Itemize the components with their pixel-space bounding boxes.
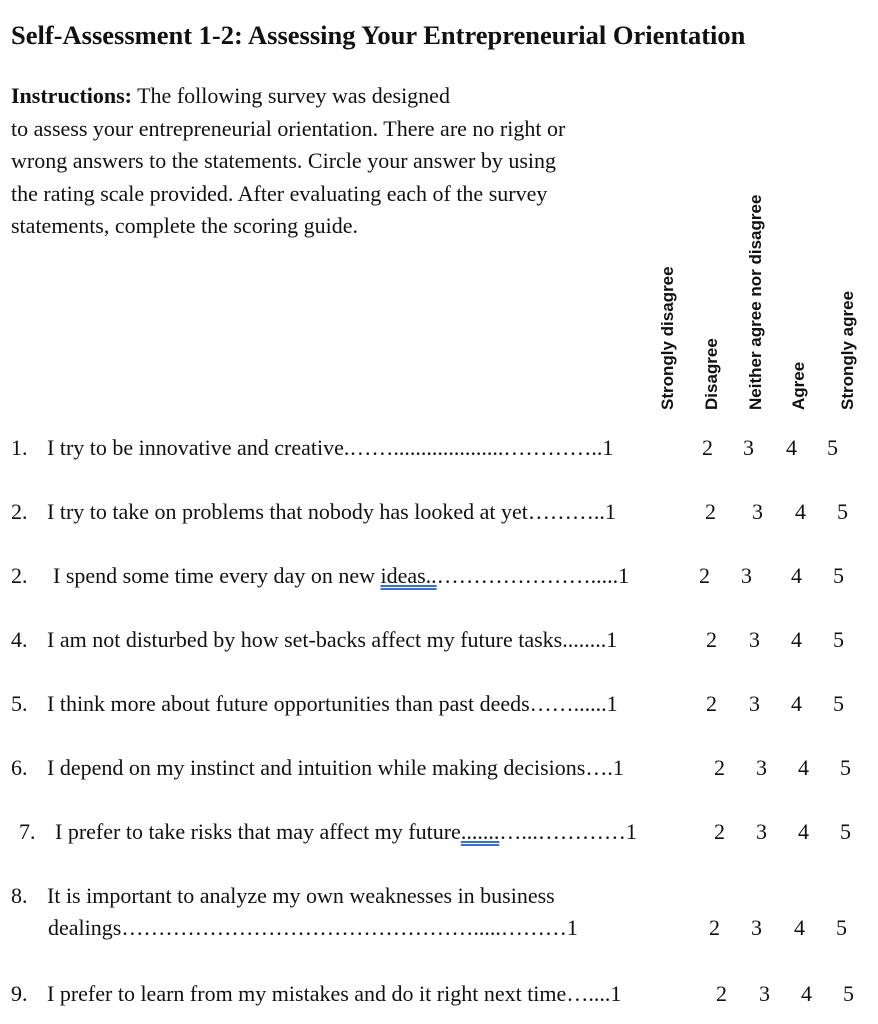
- survey-item-1: [11, 432, 613, 464]
- item-underlined-text: .......: [460, 819, 500, 844]
- item-leader-dots: …....: [566, 981, 611, 1006]
- item-number: 4.: [11, 627, 28, 652]
- instructions-paragraph: [11, 80, 651, 243]
- rating-5[interactable]: 5: [827, 435, 838, 460]
- item-number: 6.: [11, 755, 28, 780]
- survey-item-8: [11, 880, 555, 912]
- item-leader-dots: ........: [562, 627, 607, 652]
- rating-2[interactable]: 2: [702, 435, 713, 460]
- rating-4[interactable]: 4: [801, 981, 812, 1006]
- item-number: 2.: [11, 499, 28, 524]
- rating-2[interactable]: 2: [716, 981, 727, 1006]
- rating-5[interactable]: 5: [837, 499, 848, 524]
- instructions-text: The following survey was designed: [132, 83, 450, 108]
- rating-3[interactable]: 3: [751, 915, 762, 940]
- rating-1[interactable]: 1: [612, 755, 624, 780]
- rating-3[interactable]: 3: [752, 499, 763, 524]
- instructions-line-4: the rating scale provided. After evaluating each of the survey: [11, 180, 548, 206]
- rating-4[interactable]: 4: [791, 691, 802, 716]
- rating-1[interactable]: 1: [604, 499, 616, 524]
- item-number: 1.: [11, 435, 28, 460]
- rating-1[interactable]: 1: [618, 563, 630, 588]
- rating-1[interactable]: 1: [625, 819, 637, 844]
- rating-2[interactable]: 2: [706, 691, 717, 716]
- rating-5[interactable]: 5: [840, 755, 851, 780]
- rating-2[interactable]: 2: [714, 755, 725, 780]
- item-leader-dots: ……....................…………..: [349, 435, 603, 460]
- item-leader-dots: …...…………: [499, 819, 626, 844]
- item-number: 7.: [19, 819, 36, 844]
- item-leader-dots: ………………….....: [436, 563, 619, 588]
- scale-label-disagree: Disagree: [702, 338, 721, 410]
- item-text: I try to be innovative and creative.: [47, 435, 350, 460]
- rating-2[interactable]: 2: [705, 499, 716, 524]
- rating-1[interactable]: 1: [606, 691, 618, 716]
- item-text: I am not disturbed by how set-backs affect my future tasks: [47, 627, 563, 652]
- rating-3[interactable]: 3: [756, 755, 767, 780]
- rating-4[interactable]: 4: [798, 819, 809, 844]
- scale-label-strongly-agree: Strongly agree: [838, 290, 857, 410]
- item-text: It is important to analyze my own weaknesses in business: [47, 883, 555, 908]
- item-text: I spend some time every day on new: [53, 563, 381, 588]
- item-number: 5.: [11, 691, 28, 716]
- instructions-lead: Instructions:: [11, 83, 133, 108]
- instructions-line-5: statements, complete the scoring guide.: [11, 213, 359, 238]
- item-text: I prefer to take risks that may affect my future: [55, 819, 461, 844]
- item-text: I think more about future opportunities than past deeds: [47, 691, 530, 716]
- survey-item-8-continuation: [48, 912, 578, 944]
- rating-5[interactable]: 5: [836, 915, 847, 940]
- rating-1[interactable]: 1: [566, 915, 578, 940]
- survey-item-4: [11, 624, 617, 656]
- item-text: I prefer to learn from my mistakes and do it right next time: [47, 981, 567, 1006]
- rating-2[interactable]: 2: [699, 563, 710, 588]
- rating-4[interactable]: 4: [791, 627, 802, 652]
- item-text-continuation: dealings: [48, 915, 122, 940]
- rating-4[interactable]: 4: [794, 915, 805, 940]
- survey-item-2: [11, 496, 616, 528]
- rating-3[interactable]: 3: [756, 819, 767, 844]
- item-leader-dots: ………………………………………….....………: [121, 915, 567, 940]
- rating-4[interactable]: 4: [791, 563, 802, 588]
- rating-3[interactable]: 3: [743, 435, 754, 460]
- rating-4[interactable]: 4: [795, 499, 806, 524]
- rating-3[interactable]: 3: [759, 981, 770, 1006]
- instructions-line-3: wrong answers to the statements. Circle your answer by using: [11, 148, 556, 173]
- survey-item-7: [19, 816, 637, 848]
- item-number: 9.: [11, 981, 28, 1006]
- instructions-line-1: [11, 80, 651, 113]
- rating-5[interactable]: 5: [840, 819, 851, 844]
- scale-label-strongly-disagree: Strongly disagree: [658, 266, 677, 410]
- rating-1[interactable]: 1: [610, 981, 622, 1006]
- rating-2[interactable]: 2: [714, 819, 725, 844]
- page-title: Self-Assessment 1-2: Assessing Your Entrepreneurial Orientation: [11, 20, 746, 50]
- item-text: I depend on my instinct and intuition while making decisions: [47, 755, 586, 780]
- item-number: 8.: [11, 883, 28, 908]
- item-leader-dots: ….: [585, 755, 613, 780]
- item-leader-dots: ………..: [527, 499, 605, 524]
- rating-5[interactable]: 5: [833, 627, 844, 652]
- rating-3[interactable]: 3: [749, 627, 760, 652]
- item-leader-dots: ……......: [529, 691, 607, 716]
- rating-1[interactable]: 1: [606, 627, 618, 652]
- rating-2[interactable]: 2: [706, 627, 717, 652]
- scale-label-neither: Neither agree nor disagree: [746, 194, 765, 410]
- rating-3[interactable]: 3: [749, 691, 760, 716]
- rating-2[interactable]: 2: [709, 915, 720, 940]
- survey-item-9: [11, 978, 621, 1010]
- rating-3[interactable]: 3: [741, 563, 752, 588]
- rating-4[interactable]: 4: [798, 755, 809, 780]
- instructions-line-2: to assess your entrepreneurial orientation. There are no right or: [11, 115, 566, 141]
- survey-item-6: [11, 752, 624, 784]
- rating-1[interactable]: 1: [602, 435, 614, 460]
- survey-item-5: [11, 688, 618, 720]
- item-number: 2.: [11, 563, 28, 588]
- rating-5[interactable]: 5: [843, 981, 854, 1006]
- rating-5[interactable]: 5: [833, 691, 844, 716]
- item-underlined-text: ideas..: [380, 563, 437, 588]
- scale-label-agree: Agree: [789, 361, 808, 410]
- survey-item-3: [11, 560, 629, 592]
- item-text: I try to take on problems that nobody has looked at yet: [47, 499, 528, 524]
- rating-4[interactable]: 4: [786, 435, 797, 460]
- rating-5[interactable]: 5: [833, 563, 844, 588]
